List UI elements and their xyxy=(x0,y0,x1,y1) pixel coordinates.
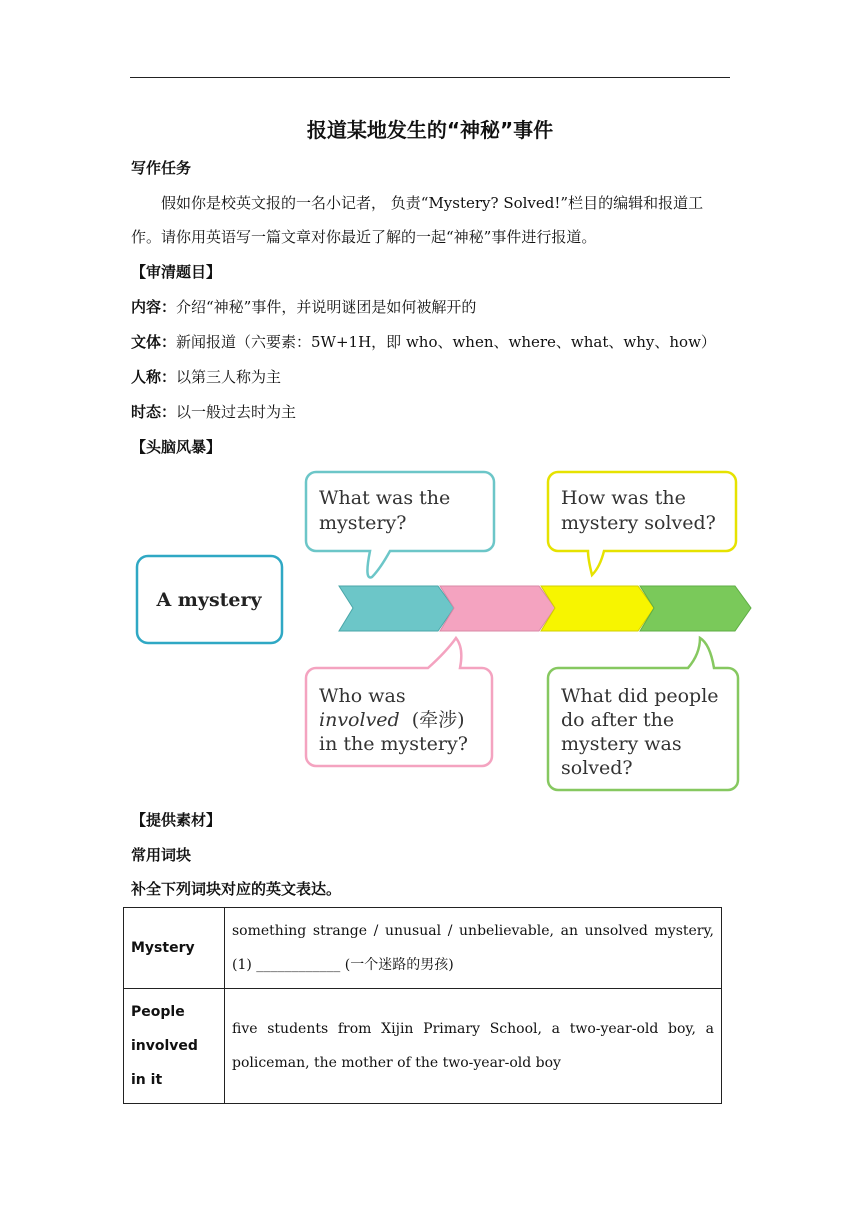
review-label: 时态： xyxy=(131,403,177,421)
bubble-line: do after the xyxy=(561,709,675,731)
review-text: 以一般过去时为主 xyxy=(176,403,297,421)
table-cell: something strange / unusual / unbelievable, an unsolved mystery, (1) ____________ (一个迷路的男孩) xyxy=(225,908,722,989)
bubble-line-paren: (牵涉) xyxy=(411,709,465,731)
review-label: 文体： xyxy=(131,333,177,351)
bubble-line: What did people xyxy=(561,685,719,707)
review-item-tense xyxy=(131,402,296,422)
brainstorm-diagram xyxy=(128,462,758,798)
bubble-line: mystery was xyxy=(561,733,682,755)
bubble-line: mystery? xyxy=(319,512,407,534)
page-title: 报道某地发生的“神秘”事件 xyxy=(306,118,554,142)
phrase-table xyxy=(123,907,722,1104)
chevron-pink xyxy=(440,586,555,631)
instruction-text: 补全下列词块对应的英文表达。 xyxy=(131,880,342,898)
brainstorm-heading: 【头脑风暴】 xyxy=(131,438,222,456)
task-paragraph: 假如你是校英文报的一名小记者， 负责“Mystery? Solved!”栏目的编辑和报道工作。请你用英语写一篇文章对你最近了解的一起“神秘”事件进行报道。 xyxy=(131,194,704,246)
center-label: A mystery xyxy=(156,589,262,611)
bubble-line: How was the xyxy=(561,487,686,509)
bubble-line: in the mystery? xyxy=(319,733,468,755)
materials-heading: 【提供素材】 xyxy=(131,811,222,829)
review-text: 介绍“神秘”事件，并说明谜团是如何被解开的 xyxy=(176,298,477,316)
bubble-line-italic: involved xyxy=(319,709,400,731)
phrases-heading: 常用词块 xyxy=(131,846,192,864)
bubble-line: What was the xyxy=(319,487,451,509)
review-heading: 【审清题目】 xyxy=(131,263,222,281)
review-label: 内容： xyxy=(131,298,177,316)
review-text: 以第三人称为主 xyxy=(176,368,282,386)
table-cell: five students from Xijin Primary School, a two-year-old boy, a policeman, the mother of the two-year-old boy xyxy=(225,989,722,1104)
header-rule xyxy=(130,77,730,78)
bubble-line: solved? xyxy=(561,757,633,779)
chevron-teal xyxy=(339,586,454,631)
table-row xyxy=(124,989,722,1104)
table-row-header: People involved in it xyxy=(124,989,225,1104)
chevron-green xyxy=(640,586,751,631)
review-text: 新闻报道（六要素：5W+1H，即 who、when、where、what、why、how） xyxy=(176,333,716,351)
bubble-line: mystery solved? xyxy=(561,512,716,534)
table-row xyxy=(124,908,722,989)
review-item-genre xyxy=(131,332,716,352)
review-item-content xyxy=(131,297,476,317)
table-row-header: Mystery xyxy=(124,908,225,989)
chevron-yellow xyxy=(541,586,654,631)
review-item-person xyxy=(131,367,281,387)
task-heading: 写作任务 xyxy=(131,159,192,177)
bubble-line: Who was xyxy=(319,685,406,707)
review-label: 人称： xyxy=(131,368,177,386)
